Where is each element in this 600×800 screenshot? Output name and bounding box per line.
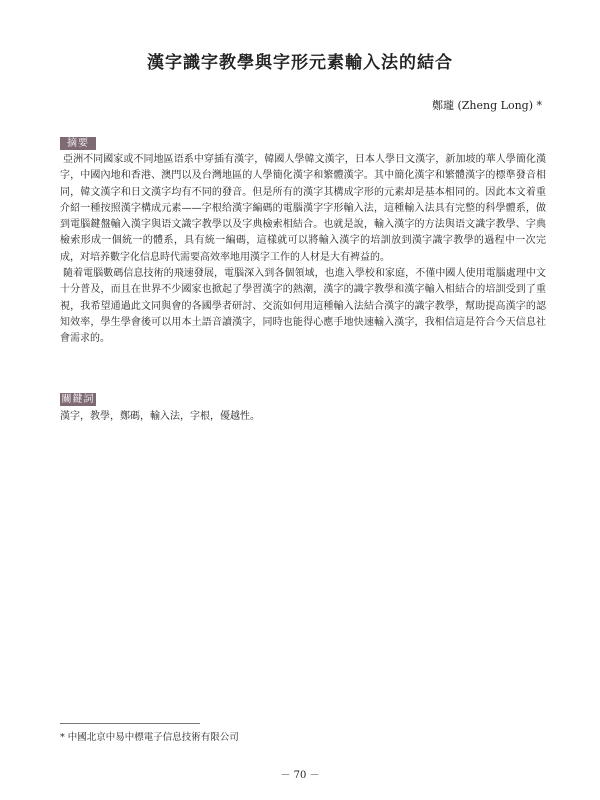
keywords-label: 關鍵詞	[61, 394, 95, 405]
page-number: － 70 －	[280, 770, 320, 781]
abstract-paragraph: 亞洲不同國家或不同地區语系中穿插有漢字，韓國人學韓文漢字，日本人學日文漢字，新加坡的華人學簡化漢字，中國內地和香港、澳門以及台灣地區的人學簡化漢字和繁體漢字。其中簡化漢字和繁體漢字的標準發音相同，韓文漢字和日文漢字均有不同的發音。但是所有的漢字其構成字形的元素却是基本相同的。因此本文着重介紹一種按照漢字構成元素——字根给漢字編碼的電腦漢字字形輸入法，這種輸入法具有完整的科學體系，做到電腦鍵盤輸入漢字與语文識字教學以及字典檢索相結合。也就是說，輸入漢字的方法與语文識字教學、字典檢索形成一個統一的體系，具有統一編碼，這樣就可以將輸入漢字的培訓放到漢字識字教學的過程中一次完成，对培养數字化信息時代需要高效率地用漢字工作的人材是大有裨益的。	[60, 154, 546, 263]
author-line: 鄭瓏 (Zheng Long) *	[432, 99, 542, 112]
abstract-label: 摘要	[60, 137, 96, 150]
abstract-body	[60, 152, 546, 348]
footnote-divider	[60, 723, 200, 724]
keywords-text: 漢字，教學，鄭碼，輸入法，字根，優越性。	[60, 411, 260, 422]
paper-title: 漢字識字教學與字形元素輸入法的結合	[147, 53, 453, 73]
abstract-paragraph: 隨着電腦數碼信息技術的飛速發展，電腦深入到各個領域，也進入學校和家庭，不僅中國人使用電腦處理中文十分普及，而且在世界不少國家也掀起了學習漢字的熱潮，漢字的識字教學和漢字輸入相結合的培訓受到了重視，我希望通過此文同與會的各國學者研討、交流如何用這種輸入法結合漢字的識字教學，幫助提高漢字的認知效率，學生學會後可以用本土語音讀漢字，同時也能得心應手地快速輸入漢字，我相信這是符合今天信息社會需求的。	[60, 268, 546, 345]
footnote: * 中國北京中易中標電子信息技術有限公司	[60, 732, 239, 743]
